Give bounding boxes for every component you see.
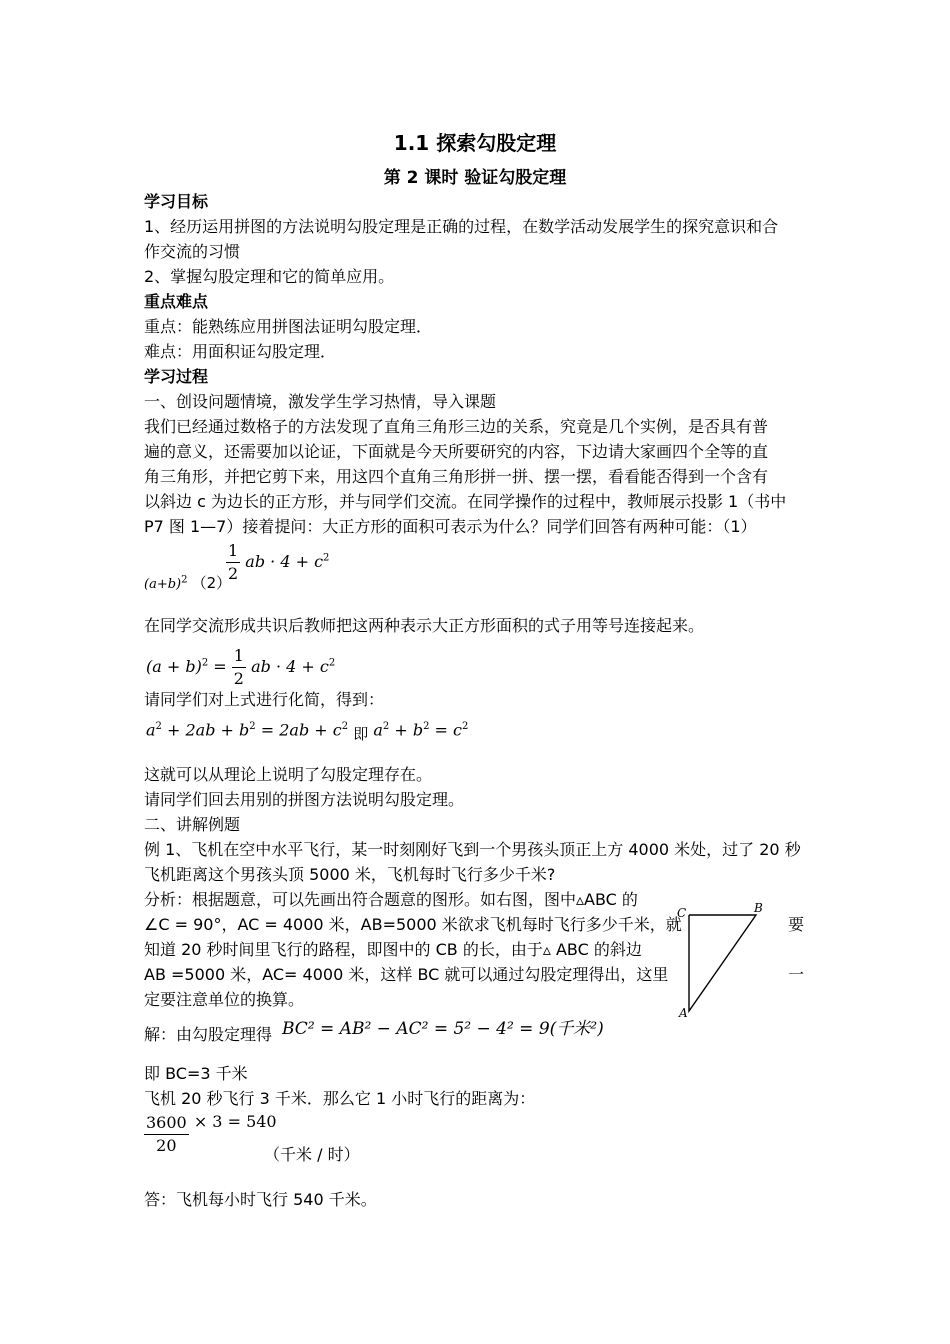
equation-1: $(a + b)^2$ = $\frac{1}{2}$ ab · $4 + c^2$ bbox=[146, 646, 336, 688]
analysis-line-4: AB =5000 米，AC= 4000 米，这样 BC 就可以通过勾股定理得出，这里 bbox=[144, 965, 669, 984]
eq1-den: 2 bbox=[233, 669, 244, 688]
eq2-mid: 即 bbox=[353, 725, 369, 744]
half-num: 1 bbox=[226, 540, 240, 563]
section-2-heading: 二、讲解例题 bbox=[144, 815, 241, 834]
eq1-num: 1 bbox=[232, 645, 246, 668]
vertex-a-label: A bbox=[679, 1006, 688, 1018]
section-1-heading: 一、创设问题情境，激发学生学习热情，导入课题 bbox=[144, 392, 497, 411]
analysis-line-2: ∠C = 90°，AC = 4000 米，AB=5000 米欲求飞机每时飞行多少千米，就 bbox=[144, 915, 682, 934]
analysis-line-3: 知道 20 秒时间里飞行的路程，即图中的 CB 的长，由于▵ ABC 的斜边 bbox=[144, 940, 642, 959]
answer-1 bbox=[144, 572, 231, 593]
result-bc: 即 BC=3 千米 bbox=[144, 1064, 248, 1083]
speed-calculation bbox=[144, 1112, 277, 1157]
intro-line-1: 我们已经通过数格子的方法发现了直角三角形三边的关系，究竟是几个实例，是否具有普 bbox=[144, 417, 769, 436]
eq2-f: = c bbox=[429, 720, 462, 740]
intro-line-4: 以斜边 c 为边长的正方形，并与同学们交流。在同学操作的过程中，教师展示投影 1（书中 bbox=[144, 492, 787, 511]
key-point: 重点：能熟练应用拼图法证明勾股定理． bbox=[144, 317, 433, 336]
example-line-1: 例 1、飞机在空中水平飞行，某一时刻刚好飞到一个男孩头顶正上方 4000 米处，过了 20 秒 bbox=[144, 840, 801, 859]
page-title: 1.1 探索勾股定理 bbox=[393, 131, 557, 155]
consensus-text: 在同学交流形成共识后教师把这两种表示大正方形面积的式子用等号连接起来。 bbox=[144, 616, 705, 635]
process-heading: 学习过程 bbox=[144, 367, 209, 386]
eq1-eq: = bbox=[208, 657, 232, 676]
analysis-line-4-tail: 一 bbox=[788, 965, 805, 984]
triangle-shape bbox=[689, 915, 756, 1011]
answer-2-label: （2） bbox=[191, 574, 232, 592]
analysis-line-1: 分析：根据题意，可以先画出符合题意的图形。如右图，图中▵ABC 的 bbox=[144, 890, 638, 909]
theory-text: 这就可以从理论上说明了勾股定理存在。 bbox=[144, 765, 433, 784]
speed-unit: （千米 / 时） bbox=[264, 1145, 360, 1164]
goal-1-line2: 作交流的习惯 bbox=[144, 242, 241, 261]
final-answer: 答：飞机每小时飞行 540 千米。 bbox=[144, 1190, 377, 1209]
eq2-e: + b bbox=[389, 720, 424, 740]
intro-line-5: P7 图 1—7）接着提问：大正方形的面积可表示为什么？同学们回答有两种可能：（1） bbox=[144, 517, 757, 536]
keypoints-heading: 重点难点 bbox=[144, 292, 209, 311]
vertex-c-label: C bbox=[677, 906, 687, 920]
triangle-figure bbox=[672, 898, 792, 1018]
result-distance: 飞机 20 秒飞行 3 千米．那么它 1 小时飞行的距离为： bbox=[144, 1089, 536, 1108]
analysis-line-5: 定要注意单位的换算。 bbox=[144, 990, 305, 1009]
eq2-d: a bbox=[373, 720, 383, 740]
solution-equation: BC² = AB² − AC² = 5² − 4² = 9(千米²) bbox=[282, 1019, 604, 1039]
calc-num: 3600 bbox=[144, 1112, 189, 1135]
eq2-b: + 2ab + b bbox=[161, 720, 250, 740]
difficult-point: 难点：用面积证勾股定理． bbox=[144, 342, 337, 361]
homework-text: 请同学们回去用别的拼图方法说明勾股定理。 bbox=[144, 790, 465, 809]
analysis-line-2-tail: 要 bbox=[788, 915, 805, 934]
simplify-text: 请同学们对上式进行化简，得到： bbox=[144, 690, 385, 709]
eq2-c: = 2ab + c bbox=[255, 720, 342, 740]
solution-label: 解：由勾股定理得 bbox=[144, 1025, 273, 1044]
calc-den: 20 bbox=[156, 1136, 177, 1155]
intro-line-3: 角三角形，并把它剪下来，用这四个直角三角形拼一拼、摆一摆，看看能否得到一个含有 bbox=[144, 467, 769, 486]
page-subtitle: 第 2 课时 验证勾股定理 bbox=[383, 168, 567, 188]
vertex-b-label: B bbox=[754, 901, 763, 915]
goal-1-line1: 1、经历运用拼图的方法说明勾股定理是正确的过程，在数学活动发展学生的探究意识和合 bbox=[144, 217, 779, 236]
answer-2-formula: $\frac{1}{2}$ ab · $4 + c^2$ bbox=[228, 541, 330, 583]
example-line-2: 飞机距离这个男孩头顶 5000 米，飞机每时飞行多少千米? bbox=[144, 865, 556, 884]
answer-1-expr: (a+b) bbox=[144, 577, 182, 592]
eq1-left: (a + b) bbox=[146, 657, 202, 676]
eq2-a: a bbox=[146, 720, 156, 740]
calc-tail: × 3 = 540 bbox=[193, 1112, 277, 1131]
equation-2: $a^2 + 2ab + b^2 = 2ab + c^2$ 即 $a^2 + b^2 = c^2$ bbox=[146, 720, 469, 744]
half-fraction bbox=[226, 540, 240, 585]
answer-2-tail: ab · 4 + c bbox=[245, 552, 324, 571]
goal-2: 2、掌握勾股定理和它的简单应用。 bbox=[144, 267, 395, 286]
intro-line-2: 遍的意义，还需要加以论证，下面就是今天所要研究的内容，下边请大家画四个全等的直 bbox=[144, 442, 769, 461]
goals-heading: 学习目标 bbox=[144, 192, 209, 211]
answer-1-exp: 2 bbox=[181, 574, 188, 586]
eq1-tail: ab · 4 + c bbox=[251, 657, 329, 676]
half-den: 2 bbox=[228, 564, 239, 583]
calc-fraction bbox=[144, 1112, 189, 1157]
